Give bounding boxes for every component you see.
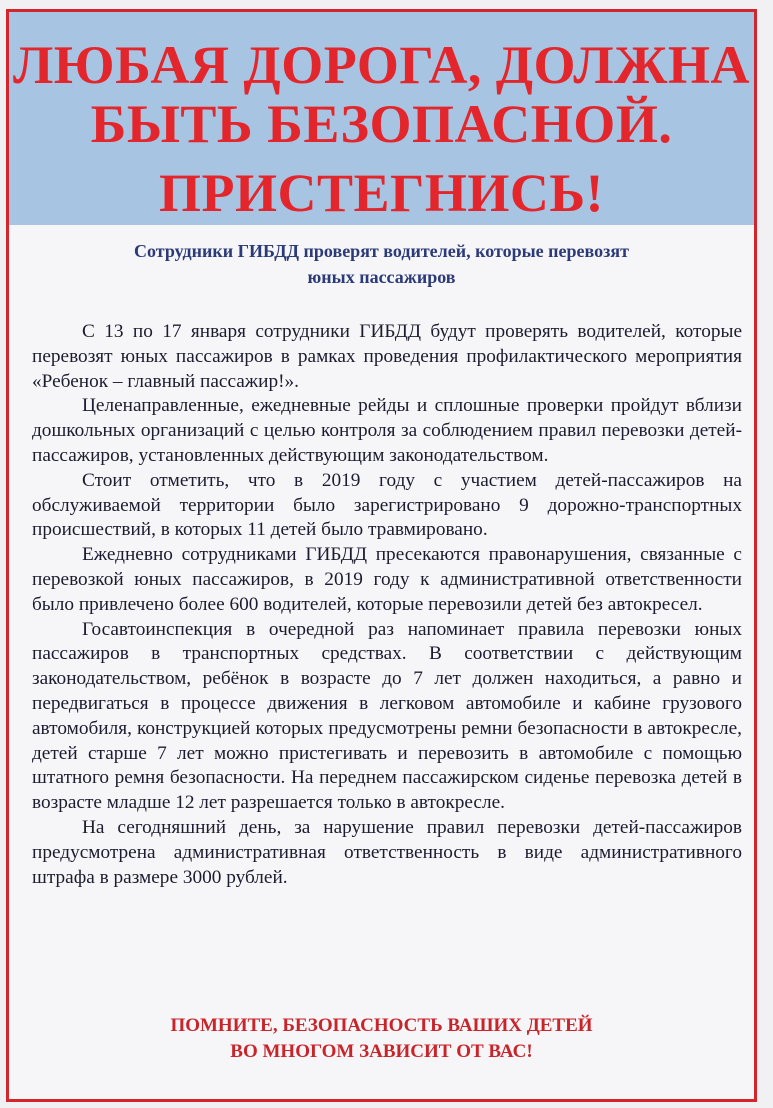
footer-line-1: ПОМНИТЕ, БЕЗОПАСНОСТЬ ВАШИХ ДЕТЕЙ (170, 1015, 593, 1036)
headline-banner (9, 12, 754, 225)
subtitle-line-2: юных пассажиров (307, 267, 456, 287)
poster-frame (6, 9, 757, 1102)
paragraph: С 13 по 17 января сотрудники ГИБДД будут проверять водителей, которые перевозят юных пассажиров в рамках проведения профилактического мероприятия «Ребенок – главный пассажир!». (32, 321, 742, 392)
headline-line-3: ПРИСТЕГНИСЬ! (158, 163, 605, 223)
paragraph: Целенаправленные, ежедневные рейды и сплошные проверки пройдут вблизи дошкольных организаций с целью контроля за соблюдением правил перевозки детей-пассажиров, установленных действующим законодательством. (32, 395, 742, 466)
subtitle-line-1: Сотрудники ГИБДД проверят водителей, которые перевозят (134, 241, 629, 261)
footer-warning (29, 1013, 734, 1065)
headline-line-1: ЛЮБАЯ ДОРОГА, ДОЛЖНА (13, 35, 750, 95)
paragraph: Ежедневно сотрудниками ГИБДД пресекаются правонарушения, связанные с перевозкой юных пассажиров, в 2019 году к административной ответственности было привлечено более 600 водителей, которые перевозили детей без автокресел. (32, 544, 742, 615)
paragraph: Стоит отметить, что в 2019 году с участием детей-пассажиров на обслуживаемой территории было зарегистрировано 9 дорожно-транспортных происшествий, в которых 11 детей было травмировано. (32, 469, 742, 541)
article-body (32, 320, 742, 890)
footer-line-2: ВО МНОГОМ ЗАВИСИТ ОТ ВАС! (230, 1041, 533, 1062)
paragraph: На сегодняшний день, за нарушение правил перевозки детей-пассажиров предусмотрена административная ответственность в виде административного штрафа в размере 3000 рублей. (32, 816, 742, 888)
headline-line-2: БЫТЬ БЕЗОПАСНОЙ. (90, 94, 673, 154)
paragraph: Госавтоинспекция в очередной раз напоминает правила перевозки юных пассажиров в транспортных средствах. В соответствии с действующим законодательством, ребёнок в возрасте до 7 лет должен находиться, а равно и передвигаться в процессе движения в легковом автомобиле и кабине грузового автомобиля, конструкцией которых предусмотрены ремни безопасности в автокресле, детей старше 7 лет можно пристегивать и перевозить в автомобиле с помощью штатного ремня безопасности. На переднем пассажирском сиденье перевозка детей в возрасте младше 12 лет разрешается только в автокресле. (32, 618, 742, 814)
subtitle (49, 238, 714, 290)
